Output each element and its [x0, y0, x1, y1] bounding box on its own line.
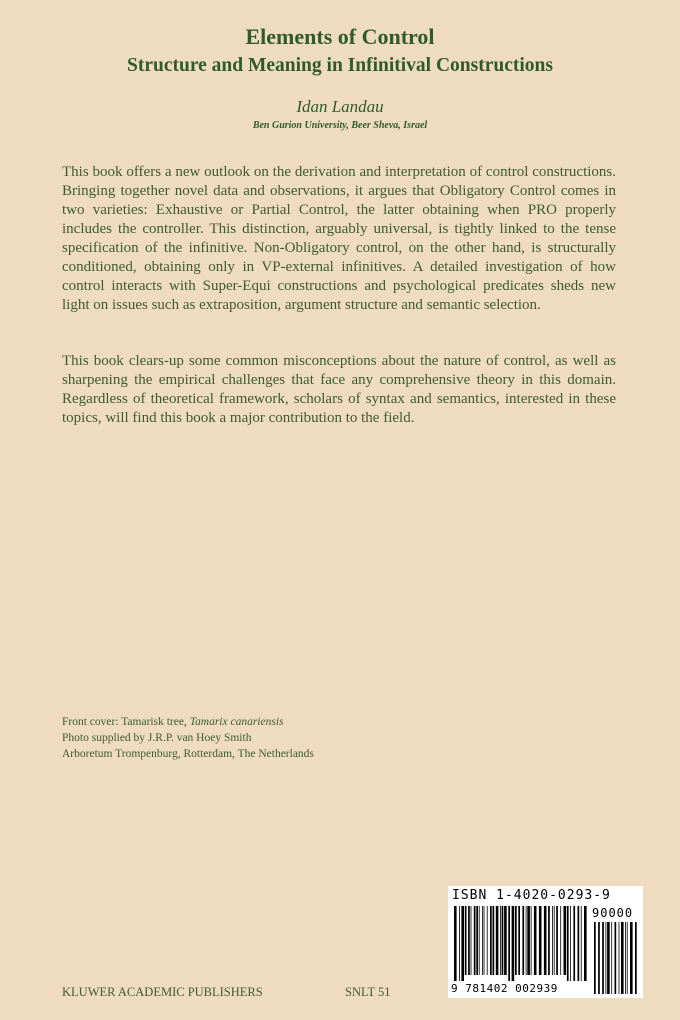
- book-subtitle: Structure and Meaning in Infinitival Constructions: [127, 55, 553, 76]
- barcode-bar: [598, 922, 600, 994]
- barcode-bar: [554, 906, 555, 975]
- author-affiliation: Ben Gurion University, Beer Sheva, Israel: [252, 120, 428, 131]
- barcode-bar: [461, 906, 464, 981]
- publisher-name: KLUWER ACADEMIC PUBLISHERS: [62, 985, 263, 999]
- barcode-bar: [578, 906, 580, 981]
- barcode-bar: [484, 906, 485, 975]
- barcode-bar: [621, 922, 624, 994]
- barcode-bar: [471, 906, 472, 975]
- book-title: Elements of Control: [245, 24, 435, 49]
- barcode-bar: [615, 922, 617, 994]
- barcode-bar: [552, 906, 553, 975]
- barcode-bar: [544, 906, 547, 975]
- barcode-bar: [526, 906, 527, 975]
- barcode-bar: [474, 906, 476, 975]
- barcode-bar: [635, 922, 637, 994]
- barcode-bar: [465, 906, 467, 975]
- barcode-bar: [556, 906, 558, 975]
- barcode-bar: [606, 922, 607, 994]
- barcode-bar: [490, 906, 492, 975]
- barcode-addon-number: 90000: [592, 906, 634, 920]
- barcode-bar: [573, 906, 575, 981]
- barcode-bar: [584, 906, 587, 981]
- barcode-bar: [602, 922, 604, 994]
- barcode-bar: [594, 922, 596, 994]
- cover-credits: [62, 714, 314, 762]
- barcode-bar: [500, 906, 501, 975]
- isbn-number: ISBN 1-4020-0293-9: [452, 888, 611, 903]
- barcode-bar: [539, 906, 542, 975]
- barcode-bar: [570, 906, 571, 981]
- barcode-bar: [479, 906, 480, 975]
- barcode-bar: [611, 922, 612, 994]
- barcode-bar: [564, 906, 567, 975]
- barcode-bar: [518, 906, 520, 975]
- barcode-main-bars: [454, 906, 588, 981]
- barcode-bar: [504, 906, 507, 975]
- series-number: SNLT 51: [345, 985, 391, 999]
- barcode-bar: [496, 906, 499, 975]
- barcode-bar: [476, 906, 478, 975]
- barcode-bar: [482, 906, 483, 975]
- barcode-bar: [619, 922, 620, 994]
- front-cover-credit: [62, 714, 314, 730]
- barcode-bar: [459, 906, 460, 981]
- barcode-bar: [607, 922, 610, 994]
- barcode-bar: [493, 906, 495, 975]
- author-name: Idan Landau: [296, 97, 384, 116]
- barcode-bar: [502, 906, 504, 975]
- barcode-bar: [630, 922, 633, 994]
- barcode-bar: [534, 906, 537, 975]
- barcode-bar: [468, 906, 470, 975]
- description-paragraph-1: This book offers a new outlook on the derivation and interpretation of control constructions. Bringing together novel data and observations, it argues that Obligatory Control comes in two varieties: Exhaustive or Partial Control, the latter obtaining when PRO properly includes the controller. This distinction, arguably universal, is tightly linked to the tense specification of the infinitive. Non-Obligatory control, on the other hand, is structurally conditioned, obtaining only in VP-external infinitives. A detailed investigation of how control interacts with Super-Equi constructions and psychological predicates sheds new light on issues such as extraposition, argument structure and semantic selection.: [62, 164, 616, 313]
- barcode-bar: [527, 906, 530, 975]
- barcode-bar: [508, 906, 510, 981]
- barcode-bar: [581, 906, 582, 981]
- barcode-bar: [454, 906, 457, 981]
- barcode-bar: [515, 906, 517, 975]
- photo-location: Arboretum Trompenburg, Rotterdam, The Netherlands: [62, 748, 314, 760]
- species-name: Tamarix canariensis: [189, 716, 284, 728]
- barcode-bar: [522, 906, 524, 975]
- barcode-addon-bars: [594, 922, 638, 994]
- isbn-barcode: [448, 886, 643, 998]
- barcode-bar: [531, 906, 532, 975]
- description-paragraph-2: This book clears-up some common misconceptions about the nature of control, as well as sharpening the empirical challenges that face any comprehensive theory in this domain. Regardless of theoretical framework, scholars of syntax and semantics, interested in these topics, will find this book a major contribution to the field.: [62, 353, 616, 426]
- photo-credit: Photo supplied by J.R.P. van Hoey Smith: [62, 732, 252, 744]
- barcode-bar: [548, 906, 550, 975]
- barcode-bar: [567, 906, 569, 981]
- barcode-bar: [512, 906, 515, 981]
- barcode-bar: [487, 906, 488, 975]
- ean-number: 9 781402 002939: [451, 982, 558, 995]
- barcode-bar: [625, 922, 626, 994]
- front-cover-prefix: Front cover: Tamarisk tree,: [62, 716, 190, 728]
- barcode-bar: [560, 906, 561, 975]
- barcode-bar: [627, 922, 628, 994]
